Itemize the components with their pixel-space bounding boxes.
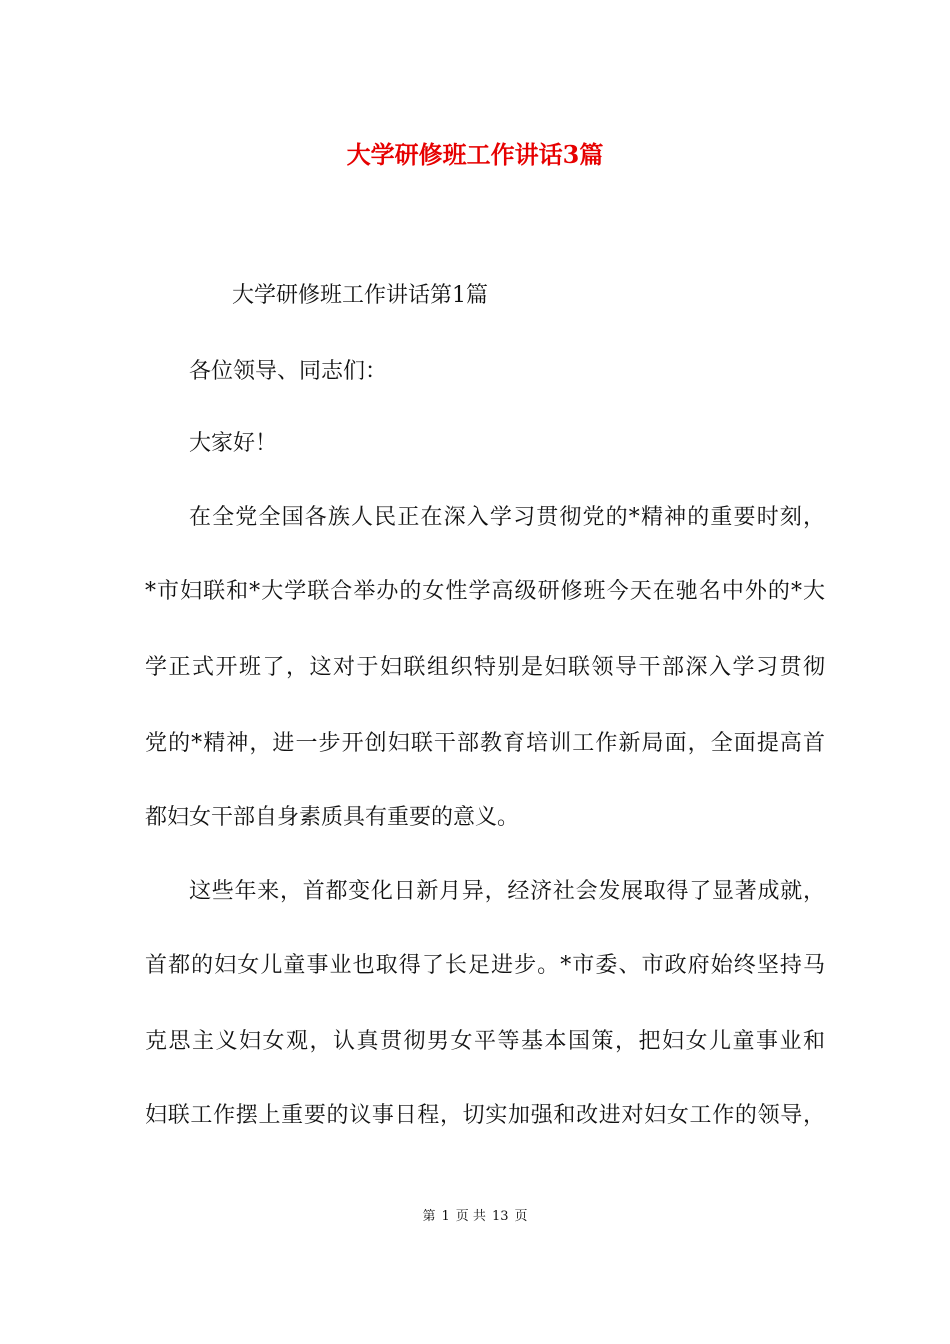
paragraph-1-line: 在全党全国各族人民正在深入学习贯彻党的*精神的重要时刻， xyxy=(189,505,825,530)
paragraph-1-line: *市妇联和*大学联合举办的女性学高级研修班今天在驰名中外的*大 xyxy=(145,579,825,604)
document-title: 大学研修班工作讲话3篇 xyxy=(346,140,604,169)
page-footer xyxy=(0,1208,950,1226)
greeting: 大家好！ xyxy=(189,431,278,456)
footer-middle: 页 共 xyxy=(455,1209,486,1224)
footer-current-page: 1 xyxy=(441,1209,450,1224)
paragraph-2-line: 妇联工作摆上重要的议事日程，切实加强和改进对妇女工作的领导， xyxy=(145,1103,825,1128)
footer-total-pages: 13 xyxy=(491,1209,509,1224)
paragraph-1-line: 都妇女干部自身素质具有重要的意义。 xyxy=(145,805,520,830)
footer-suffix: 页 xyxy=(514,1209,528,1224)
paragraph-1-line: 党的*精神，进一步开创妇联干部教育培训工作新局面，全面提高首 xyxy=(145,731,825,756)
paragraph-2-line: 克思主义妇女观，认真贯彻男女平等基本国策，把妇女儿童事业和 xyxy=(145,1029,825,1054)
paragraph-1-line: 学正式开班了，这对于妇联组织特别是妇联领导干部深入学习贯彻 xyxy=(145,655,825,680)
paragraph-2-line: 这些年来，首都变化日新月异，经济社会发展取得了显著成就， xyxy=(189,879,825,904)
paragraph-2-line: 首都的妇女儿童事业也取得了长足进步。*市委、市政府始终坚持马 xyxy=(145,953,825,978)
footer-prefix: 第 xyxy=(422,1209,436,1224)
salutation: 各位领导、同志们： xyxy=(189,359,388,384)
section-heading: 大学研修班工作讲话第1篇 xyxy=(232,283,488,308)
